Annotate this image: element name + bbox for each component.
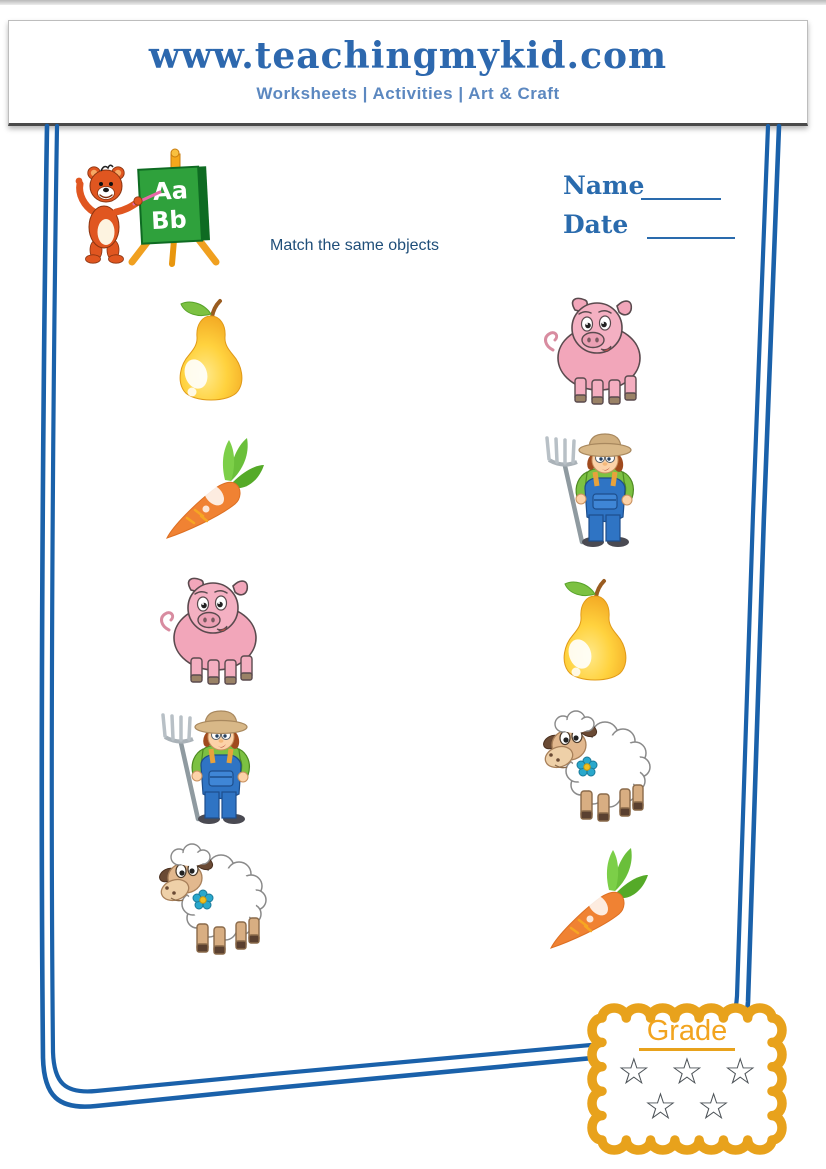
board-text-aa: Aa — [152, 176, 189, 207]
pig-illustration — [151, 572, 271, 692]
grade-stars-row2 — [643, 1085, 731, 1129]
name-field-row — [563, 170, 735, 200]
match-item-left-carrot[interactable] — [148, 432, 274, 556]
match-item-right-pig[interactable] — [532, 292, 658, 416]
star-outline-icon: ☆ — [643, 1085, 677, 1129]
farmer-illustration — [151, 709, 271, 829]
star-outline-icon: ☆ — [670, 1050, 704, 1094]
carrot-illustration — [535, 842, 655, 962]
match-item-left-pig[interactable] — [148, 572, 274, 696]
student-fields — [563, 170, 735, 248]
site-subtitle: Worksheets | Activities | Art & Craft — [256, 83, 560, 103]
match-item-right-carrot[interactable] — [532, 842, 658, 966]
board-text-bb: Bb — [150, 205, 188, 236]
date-input-line[interactable] — [647, 213, 735, 239]
site-title: www.teachingmykid.com — [148, 35, 668, 77]
name-input-line[interactable] — [641, 174, 721, 200]
match-item-left-farmer[interactable] — [148, 709, 274, 833]
name-label: Name — [563, 171, 645, 200]
farmer-illustration — [535, 432, 655, 552]
pig-illustration — [535, 292, 655, 412]
worksheet-instruction: Match the same objects — [270, 237, 439, 254]
star-outline-icon: ☆ — [723, 1050, 757, 1094]
match-item-right-sheep[interactable] — [532, 709, 658, 833]
sheep-illustration — [535, 709, 655, 829]
match-item-left-pear[interactable] — [148, 292, 274, 416]
grade-stars-row1 — [617, 1050, 757, 1094]
grade-label: Grade — [639, 1016, 736, 1051]
bear-mascot-logo — [68, 148, 246, 268]
date-label: Date — [563, 210, 629, 239]
star-outline-icon: ☆ — [617, 1050, 651, 1094]
match-item-right-pear[interactable] — [532, 572, 658, 696]
date-field-row — [563, 209, 735, 239]
chalkboard-icon — [138, 166, 210, 243]
star-outline-icon: ☆ — [697, 1085, 731, 1129]
match-item-left-sheep[interactable] — [148, 842, 274, 966]
match-item-right-farmer[interactable] — [532, 432, 658, 556]
pear-illustration — [535, 572, 655, 692]
sheep-illustration — [151, 842, 271, 962]
pear-illustration — [151, 292, 271, 412]
grade-stamp — [578, 992, 796, 1166]
stamp-content — [602, 1016, 772, 1140]
carrot-illustration — [151, 432, 271, 552]
